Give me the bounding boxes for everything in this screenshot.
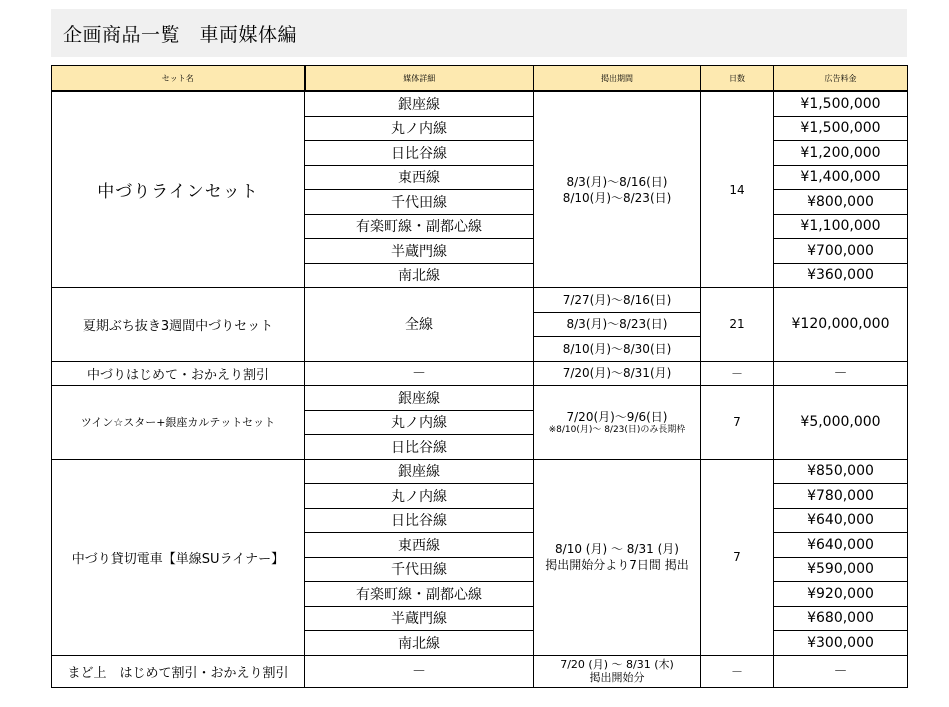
media-cell: 全線: [305, 288, 534, 362]
header-row: [52, 66, 908, 92]
media-cell: 南北線: [305, 263, 534, 288]
period-line: 8/10 (月) ～ 8/31 (月): [555, 542, 679, 556]
table-row: [52, 91, 908, 116]
price-cell: ¥850,000: [774, 459, 908, 484]
media-cell: 有楽町線・副都心線: [305, 214, 534, 239]
period-line: 7/20(月)～9/6(日): [566, 409, 668, 424]
media-cell: 半蔵門線: [305, 239, 534, 264]
media-cell: 銀座線: [305, 91, 534, 116]
media-cell: 南北線: [305, 631, 534, 656]
media-cell: 日比谷線: [305, 435, 534, 460]
media-cell: 東西線: [305, 165, 534, 190]
period-cell: [534, 386, 701, 460]
price-cell: －: [774, 655, 908, 687]
period-cell: 7/20(月)～8/31(月): [534, 361, 701, 386]
page-title: 企画商品一覧 車両媒体編: [63, 24, 298, 46]
media-cell: 千代田線: [305, 557, 534, 582]
price-cell: ¥1,400,000: [774, 165, 908, 190]
price-cell: ¥590,000: [774, 557, 908, 582]
price-cell: ¥800,000: [774, 190, 908, 215]
media-cell: 東西線: [305, 533, 534, 558]
price-cell: ¥920,000: [774, 582, 908, 607]
media-cell: 丸ノ内線: [305, 116, 534, 141]
price-cell: ¥780,000: [774, 484, 908, 509]
table-row: [52, 655, 908, 687]
period-line: 掲出開始分より7日間 掲出: [545, 558, 689, 572]
price-cell: ¥700,000: [774, 239, 908, 264]
price-cell: ¥120,000,000: [774, 288, 908, 362]
price-cell: ¥5,000,000: [774, 386, 908, 460]
days-cell: －: [701, 361, 774, 386]
plan-table: [51, 65, 908, 688]
period-line: 8/3(月)～8/16(日): [566, 174, 668, 189]
media-cell: 有楽町線・副都心線: [305, 582, 534, 607]
period-cell: [534, 459, 701, 655]
days-cell: 14: [701, 91, 774, 288]
table-row: [52, 361, 908, 386]
price-cell: ¥1,200,000: [774, 141, 908, 166]
media-cell: 千代田線: [305, 190, 534, 215]
set-name: まど上 はじめて割引・おかえり割引: [52, 655, 305, 687]
price-cell: ¥1,100,000: [774, 214, 908, 239]
set-name: ツイン☆スター+銀座カルテットセット: [52, 386, 305, 460]
days-cell: －: [701, 655, 774, 687]
set-name: 夏期ぶち抜き3週間中づりセット: [52, 288, 305, 362]
period-cell: 8/3(月)～8/23(日): [534, 312, 701, 337]
period-line: 8/10(月)～8/23(日): [562, 190, 672, 205]
media-cell: 日比谷線: [305, 508, 534, 533]
title-bar: [51, 9, 907, 57]
price-cell: ¥1,500,000: [774, 116, 908, 141]
period-cell: [534, 655, 701, 687]
header-media: 媒体詳細: [305, 66, 534, 92]
media-cell: 丸ノ内線: [305, 484, 534, 509]
period-cell: [534, 91, 701, 288]
media-cell: 日比谷線: [305, 141, 534, 166]
media-cell: 丸ノ内線: [305, 410, 534, 435]
media-cell: －: [305, 361, 534, 386]
media-cell: 銀座線: [305, 386, 534, 411]
price-cell: ¥640,000: [774, 508, 908, 533]
header-set-name: セット名: [52, 66, 305, 92]
header-price: 広告料金: [774, 66, 908, 92]
price-cell: ¥360,000: [774, 263, 908, 288]
media-cell: 半蔵門線: [305, 606, 534, 631]
period-cell: 7/27(月)～8/16(日): [534, 288, 701, 313]
price-cell: ¥640,000: [774, 533, 908, 558]
period-line: 7/20 (月) ～ 8/31 (木): [560, 658, 674, 671]
set-name: 中づりラインセット: [52, 91, 305, 288]
days-cell: 7: [701, 459, 774, 655]
days-cell: 21: [701, 288, 774, 362]
table-row: [52, 386, 908, 411]
table-row: [52, 459, 908, 484]
price-cell: ¥680,000: [774, 606, 908, 631]
set-name: 中づりはじめて・おかえり割引: [52, 361, 305, 386]
media-cell: 銀座線: [305, 459, 534, 484]
period-line: 掲出開始分: [589, 671, 645, 684]
days-cell: 7: [701, 386, 774, 460]
price-cell: ¥1,500,000: [774, 91, 908, 116]
media-cell: －: [305, 655, 534, 687]
period-note: ※8/10(月)～ 8/23(日)のみ長期枠: [548, 424, 686, 435]
set-name: 中づり貸切電車【単線SUライナー】: [52, 459, 305, 655]
price-cell: －: [774, 361, 908, 386]
header-days: 日数: [701, 66, 774, 92]
price-cell: ¥300,000: [774, 631, 908, 656]
table-row: [52, 288, 908, 313]
period-cell: 8/10(月)～8/30(日): [534, 337, 701, 362]
header-period: 掲出期間: [534, 66, 701, 92]
